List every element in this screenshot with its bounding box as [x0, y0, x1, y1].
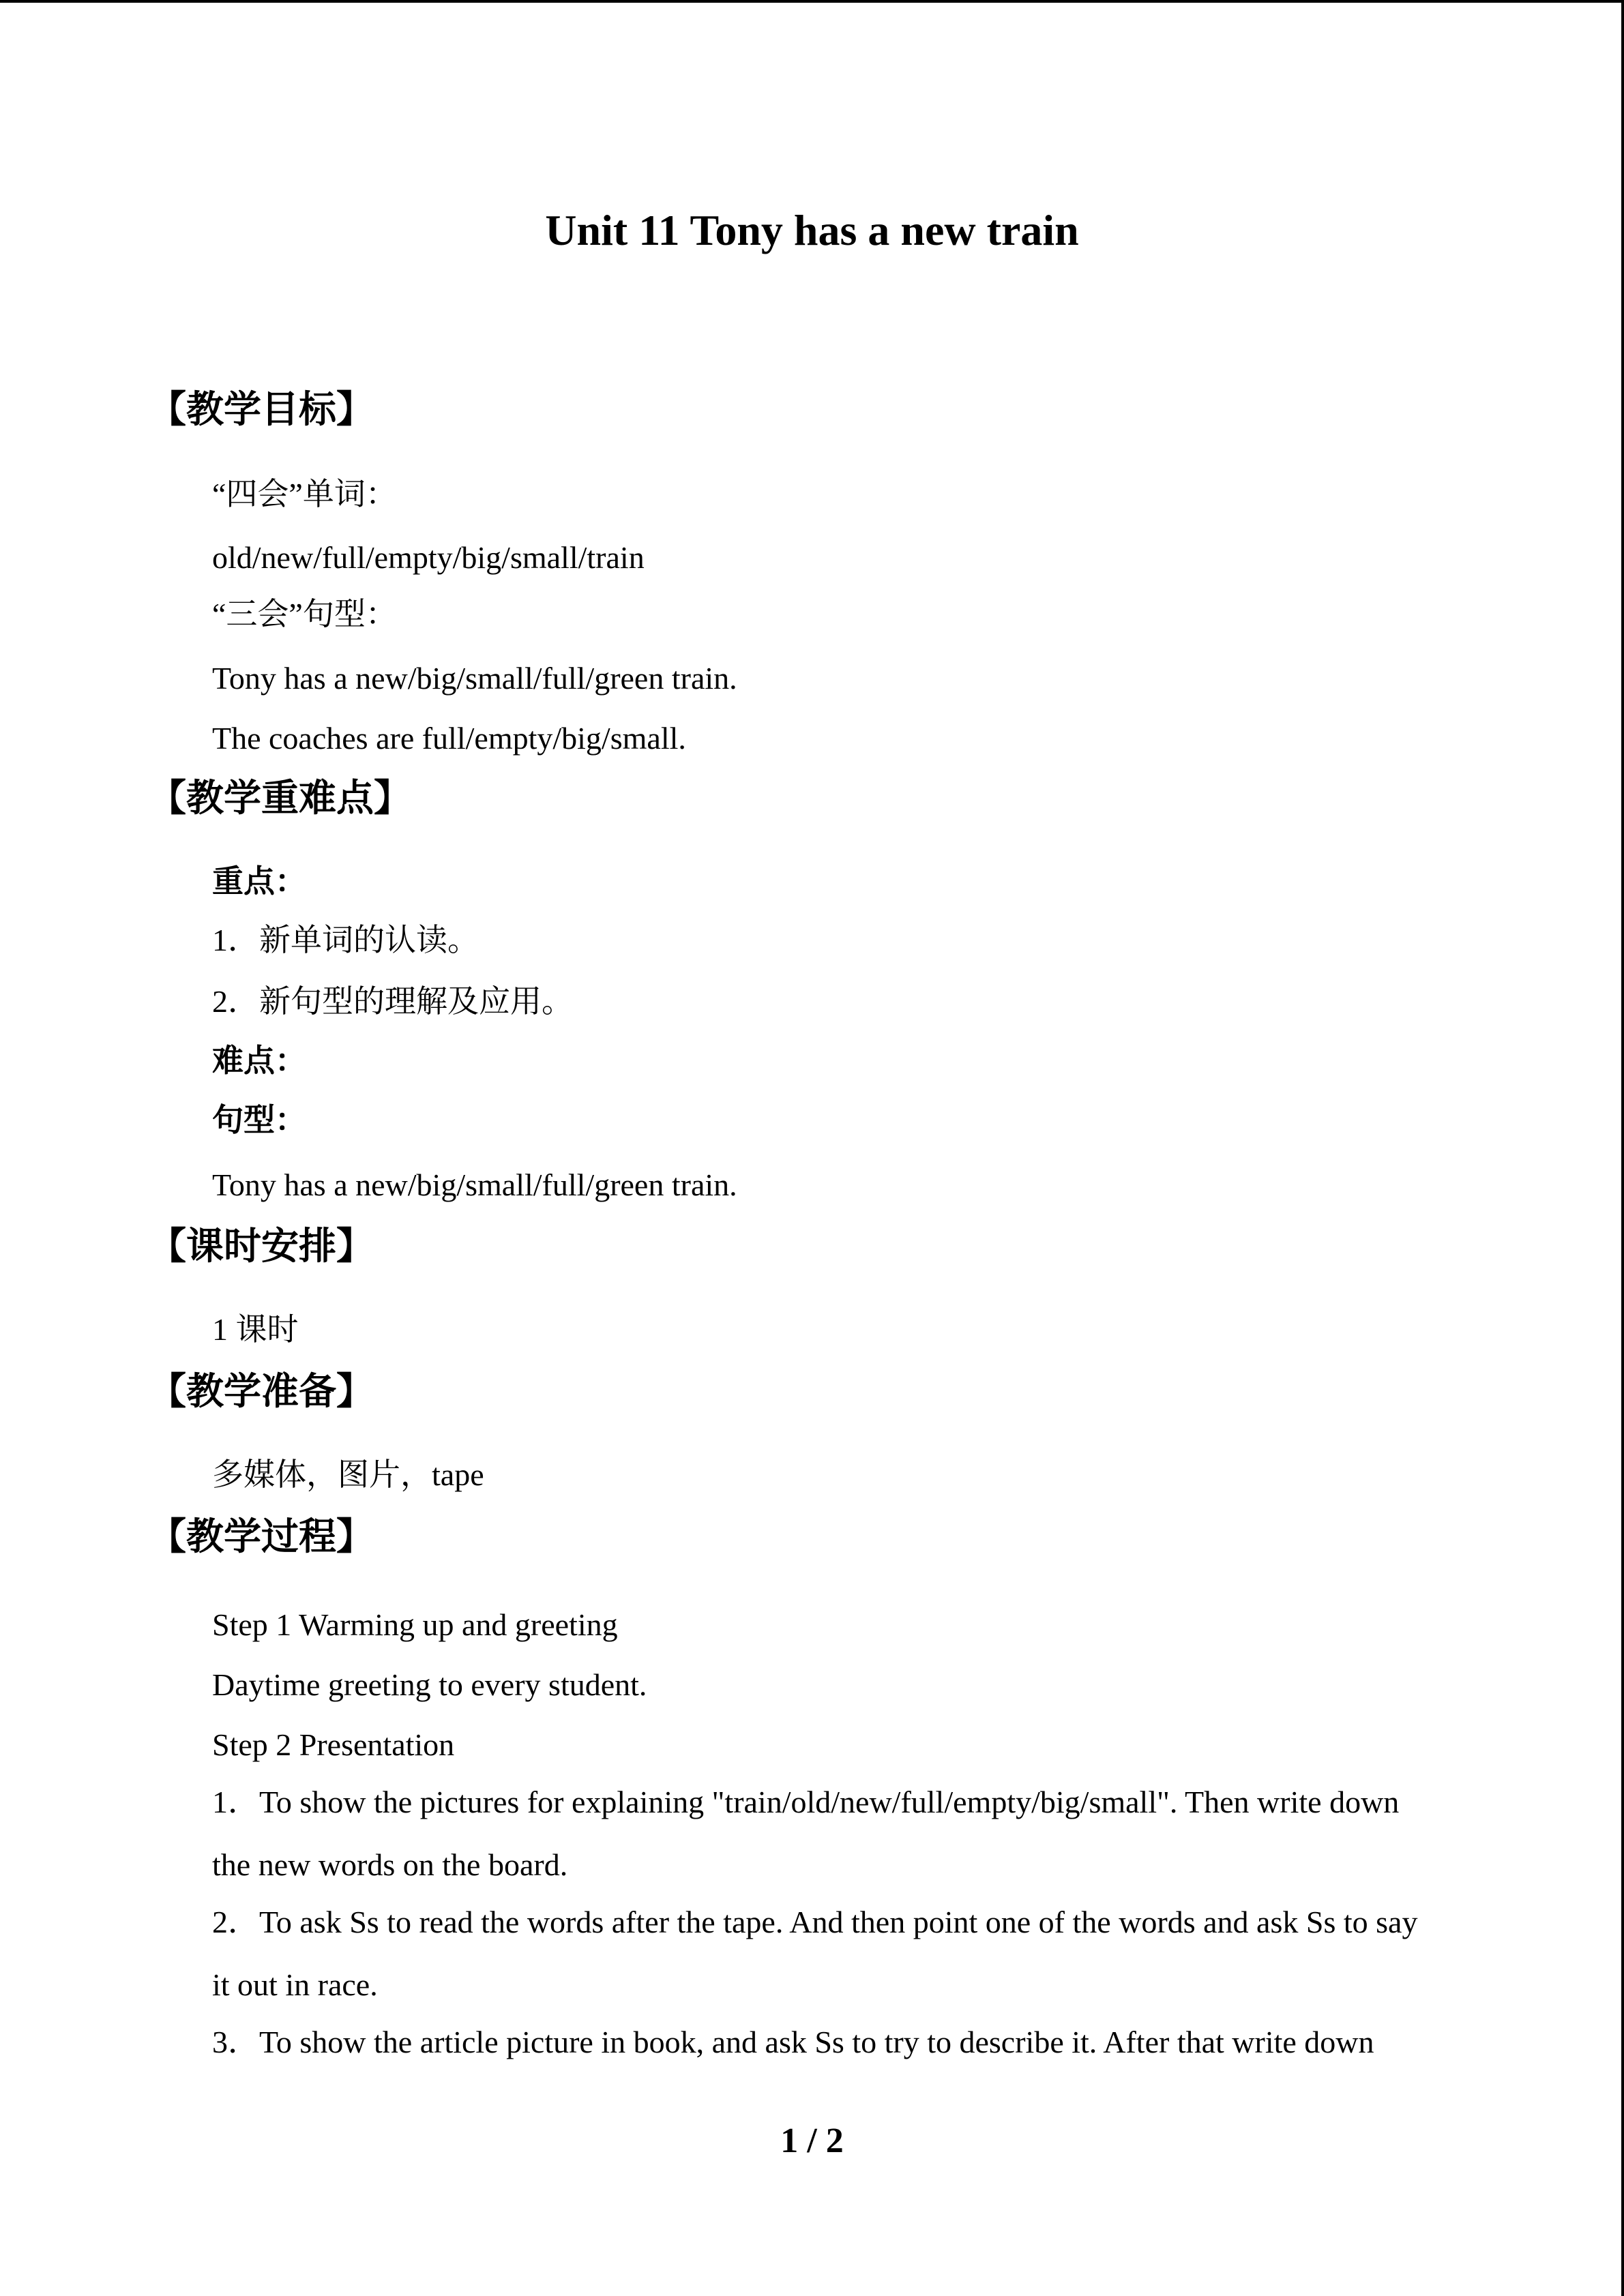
document-title: Unit 11 Tony has a new train	[545, 206, 1079, 254]
objectives-line: The coaches are full/empty/big/small.	[212, 721, 686, 756]
process-line: Step 2 Presentation	[212, 1727, 455, 1762]
section-heading-objectives: 【教学目标】	[149, 387, 374, 431]
process-line: the new words on the board.	[212, 1847, 568, 1882]
difficult-label: 难点：	[212, 1043, 306, 1078]
objectives-line: Tony has a new/big/small/full/green train.	[212, 661, 737, 696]
objectives-line: old/new/full/empty/big/small/train	[212, 540, 645, 575]
key-label: 重点：	[212, 864, 306, 899]
objectives-line: “四会”单词：	[212, 477, 397, 511]
page-number: 1 / 2	[780, 2121, 844, 2160]
process-line: it out in race.	[212, 1967, 378, 2002]
pattern-text: Tony has a new/big/small/full/green train.	[212, 1167, 737, 1202]
objectives-line: “三会”句型：	[212, 597, 397, 631]
process-line: Daytime greeting to every student.	[212, 1667, 647, 1702]
process-line: 2．To ask Ss to read the words after the tape. And then point one of the words and ask Ss to say	[212, 1905, 1418, 1939]
process-line: 1．To show the pictures for explaining "train/old/new/full/empty/big/small". Then write down	[212, 1785, 1400, 1819]
section-heading-process: 【教学过程】	[149, 1515, 374, 1558]
page-border-top	[0, 0, 1624, 3]
process-line: Step 1 Warming up and greeting	[212, 1607, 618, 1642]
section-heading-preparation: 【教学准备】	[149, 1369, 374, 1413]
process-line: 3．To show the article picture in book, and ask Ss to try to describe it. After that write down	[212, 2025, 1374, 2059]
section-heading-schedule: 【课时安排】	[149, 1224, 374, 1268]
key-item: 2．新句型的理解及应用。	[212, 984, 573, 1019]
page-border-right	[1621, 0, 1624, 2296]
key-item: 1．新单词的认读。	[212, 923, 479, 957]
preparation-text: 多媒体，图片，tape	[212, 1457, 484, 1492]
pattern-label: 句型：	[212, 1103, 306, 1137]
section-heading-key-points: 【教学重难点】	[149, 776, 412, 820]
schedule-text: 1 课时	[212, 1312, 299, 1347]
